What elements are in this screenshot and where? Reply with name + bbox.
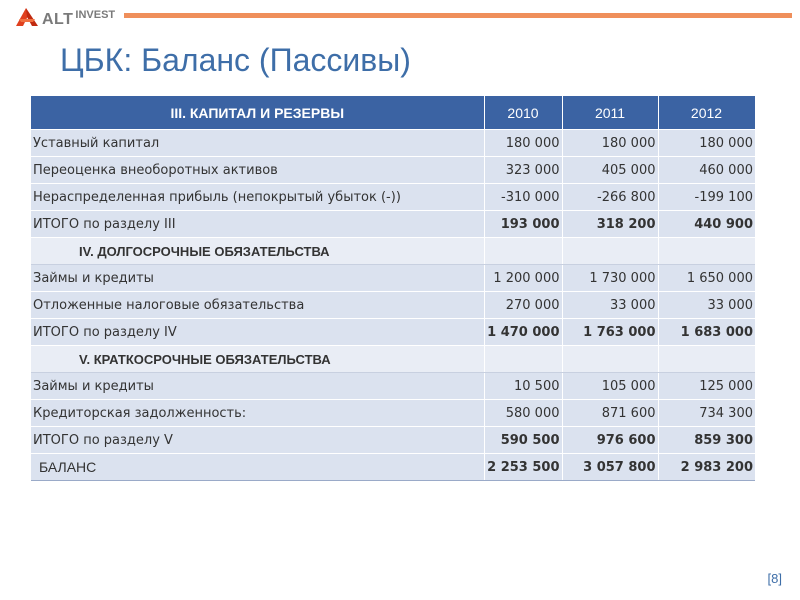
section-total-row bbox=[31, 211, 755, 238]
balance-table bbox=[31, 96, 756, 481]
header-section-title: III. КАПИТАЛ И РЕЗЕРВЫ bbox=[31, 96, 484, 130]
row-value-2010: 10 500 bbox=[484, 373, 562, 400]
section-total-row bbox=[31, 319, 755, 346]
row-value-2012: 440 900 bbox=[658, 211, 755, 238]
row-label: Кредиторская задолженность: bbox=[31, 400, 484, 427]
header-accent-rule bbox=[124, 13, 792, 18]
section-total-row bbox=[31, 427, 755, 454]
row-value-2011: -266 800 bbox=[562, 184, 658, 211]
empty-cell bbox=[562, 238, 658, 265]
row-value-2012: 1 650 000 bbox=[658, 265, 755, 292]
header-year-2010: 2010 bbox=[484, 96, 562, 130]
logo-mark-icon bbox=[14, 4, 40, 28]
row-value-2012: 180 000 bbox=[658, 130, 755, 157]
logo-text-alt: ALT bbox=[42, 11, 74, 28]
row-value-2012: 2 983 200 bbox=[658, 454, 755, 481]
section-heading: V. КРАТКОСРОЧНЫЕ ОБЯЗАТЕЛЬСТВА bbox=[31, 346, 484, 373]
company-logo bbox=[14, 4, 115, 32]
row-value-2011: 318 200 bbox=[562, 211, 658, 238]
row-label: Займы и кредиты bbox=[31, 373, 484, 400]
row-value-2012: 125 000 bbox=[658, 373, 755, 400]
table-row bbox=[31, 184, 755, 211]
row-label: Займы и кредиты bbox=[31, 265, 484, 292]
row-value-2011: 3 057 800 bbox=[562, 454, 658, 481]
empty-cell bbox=[658, 346, 755, 373]
row-label: ИТОГО по разделу V bbox=[31, 427, 484, 454]
table-header-row bbox=[31, 96, 755, 130]
row-value-2010: -310 000 bbox=[484, 184, 562, 211]
row-value-2010: 580 000 bbox=[484, 400, 562, 427]
section-heading-row bbox=[31, 238, 755, 265]
row-label: ИТОГО по разделу III bbox=[31, 211, 484, 238]
row-label: БАЛАНС bbox=[31, 454, 484, 481]
row-value-2012: 1 683 000 bbox=[658, 319, 755, 346]
row-label: Отложенные налоговые обязательства bbox=[31, 292, 484, 319]
row-value-2010: 193 000 bbox=[484, 211, 562, 238]
row-value-2010: 2 253 500 bbox=[484, 454, 562, 481]
header-year-2011: 2011 bbox=[562, 96, 658, 130]
row-value-2011: 180 000 bbox=[562, 130, 658, 157]
table-row bbox=[31, 292, 755, 319]
empty-cell bbox=[484, 238, 562, 265]
table-row bbox=[31, 265, 755, 292]
row-value-2011: 33 000 bbox=[562, 292, 658, 319]
row-value-2012: 33 000 bbox=[658, 292, 755, 319]
header-year-2012: 2012 bbox=[658, 96, 755, 130]
row-value-2010: 590 500 bbox=[484, 427, 562, 454]
row-value-2011: 871 600 bbox=[562, 400, 658, 427]
row-value-2012: -199 100 bbox=[658, 184, 755, 211]
row-label: ИТОГО по разделу IV bbox=[31, 319, 484, 346]
table-row bbox=[31, 400, 755, 427]
row-value-2012: 734 300 bbox=[658, 400, 755, 427]
empty-cell bbox=[484, 346, 562, 373]
row-value-2011: 976 600 bbox=[562, 427, 658, 454]
page-title: ЦБК: Баланс (Пассивы) bbox=[60, 42, 411, 78]
section-heading-row bbox=[31, 346, 755, 373]
logo-text-invest: INVEST bbox=[75, 9, 116, 21]
row-value-2010: 1 470 000 bbox=[484, 319, 562, 346]
table-row bbox=[31, 157, 755, 184]
table-row bbox=[31, 130, 755, 157]
empty-cell bbox=[658, 238, 755, 265]
row-value-2011: 105 000 bbox=[562, 373, 658, 400]
row-value-2010: 270 000 bbox=[484, 292, 562, 319]
row-value-2010: 323 000 bbox=[484, 157, 562, 184]
row-value-2011: 405 000 bbox=[562, 157, 658, 184]
empty-cell bbox=[562, 346, 658, 373]
row-label: Переоценка внеоборотных активов bbox=[31, 157, 484, 184]
section-heading: IV. ДОЛГОСРОЧНЫЕ ОБЯЗАТЕЛЬСТВА bbox=[31, 238, 484, 265]
row-value-2012: 460 000 bbox=[658, 157, 755, 184]
row-value-2010: 1 200 000 bbox=[484, 265, 562, 292]
balance-total-row bbox=[31, 454, 755, 481]
row-label: Уставный капитал bbox=[31, 130, 484, 157]
row-label: Нераспределенная прибыль (непокрытый убыток (-)) bbox=[31, 184, 484, 211]
table-row bbox=[31, 373, 755, 400]
row-value-2011: 1 763 000 bbox=[562, 319, 658, 346]
row-value-2011: 1 730 000 bbox=[562, 265, 658, 292]
row-value-2012: 859 300 bbox=[658, 427, 755, 454]
row-value-2010: 180 000 bbox=[484, 130, 562, 157]
slide-number: [8] bbox=[767, 571, 782, 586]
